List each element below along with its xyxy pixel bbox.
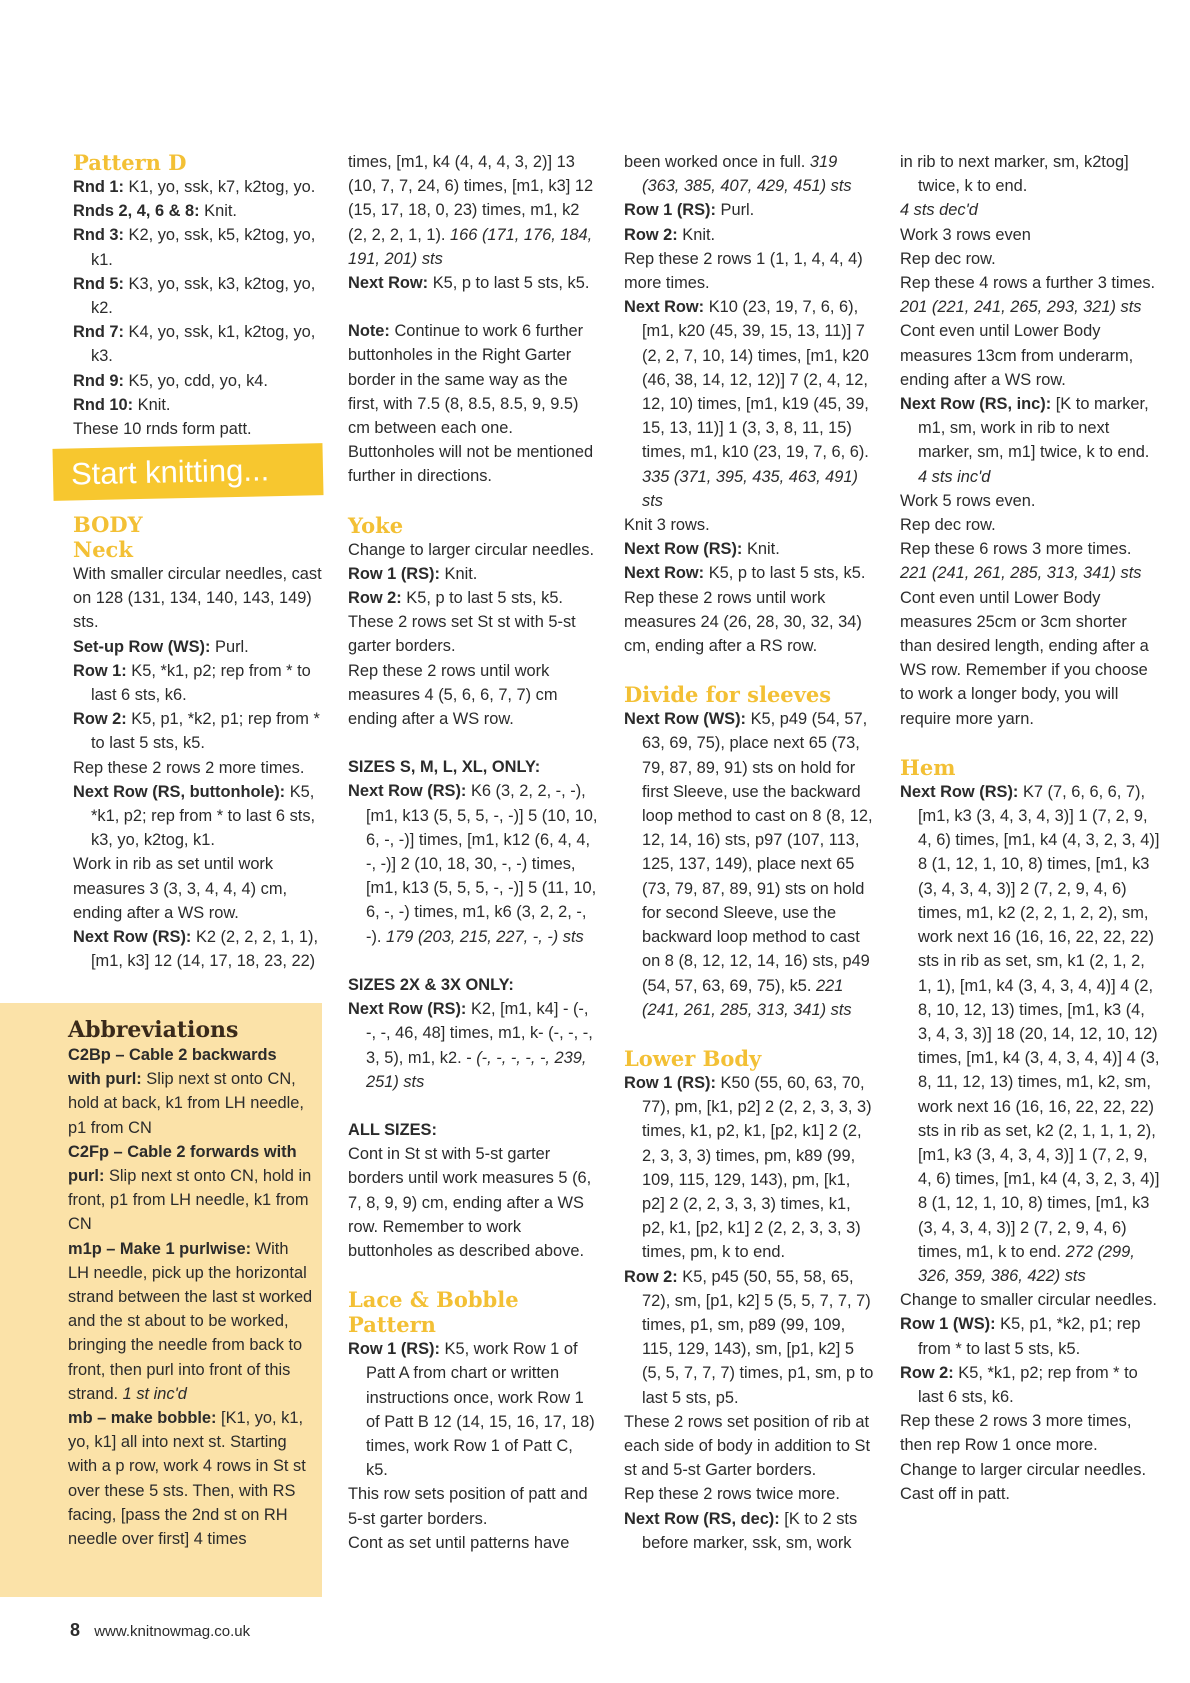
neck-instructions	[73, 562, 325, 973]
col2-top	[348, 150, 598, 295]
instruction-line	[624, 586, 874, 659]
row-label: Rnd 1:	[73, 178, 124, 196]
instruction-line	[73, 635, 325, 659]
row-label: Row 1 (RS):	[624, 201, 716, 220]
abbreviations-heading: Abbreviations	[68, 1017, 239, 1043]
instruction-line	[348, 586, 598, 610]
row-text: Continue to work 6 further buttonholes in the Right Garter border in the same way as the first, with 7.5 (8, 8.5, 8.5, 9, 9.5) cm between each one. Buttonholes will not be mentioned further in directions.	[348, 322, 594, 486]
column-1-abbreviations	[68, 1017, 313, 1551]
instruction-line	[900, 1409, 1162, 1457]
row-label: Row 1 (WS):	[900, 1315, 996, 1334]
instruction-line	[900, 223, 1162, 247]
row-text: Rep these 2 rows 2 more times.	[73, 758, 305, 777]
lower-body-instructions	[624, 1071, 874, 1555]
row-text: Cont even until Lower Body measures 13cm from underarm, ending after a WS row.	[900, 322, 1134, 389]
row-text: [K to marker, m1, sm, work in rib to next marker, sm, m1] twice, k to end.	[918, 395, 1150, 462]
row-text: Cont as set until patterns have	[348, 1533, 570, 1552]
row-label: Rnd 5:	[73, 274, 124, 293]
hem-heading: Hem	[900, 754, 956, 780]
instruction-line	[348, 538, 598, 562]
row-text: Slip next st onto CN, hold in front, p1 from LH needle, k1 from CN	[68, 1167, 312, 1234]
instruction-line	[348, 659, 598, 732]
row-text: K5, *k1, p2; rep from * to last 6 sts, k6.	[91, 661, 311, 705]
instruction-line	[68, 1043, 313, 1140]
column-2	[348, 150, 598, 1555]
row-text: Rep these 2 rows until work measures 24 (26, 28, 30, 32, 34) cm, ending after a RS row.	[624, 588, 862, 656]
row-text: Slip next st onto CN, hold at back, k1 from LH needle, p1 from CN	[68, 1070, 304, 1137]
row-text: Knit 3 rows.	[624, 516, 710, 535]
stitch-count: 272 (299, 326, 359, 386, 422) sts	[918, 1242, 1135, 1285]
row-text: These 10 rnds form patt.	[73, 420, 252, 439]
row-text: This row sets position of patt and 5-st garter borders.	[348, 1485, 588, 1528]
instruction-line	[624, 561, 874, 585]
row-text: K5, p49 (54, 57, 63, 69, 75), place next 65 (73, 79, 87, 89, 91) sts on hold for first Sleeve, use the backward loop method to cast on 8 (8, 12, 12, 14, 16) sts, p97 (107, 113, 125, 137, 149), place next 65 (73, 79, 87, 89, 91) sts on hold for second Sleeve, use the backward loop method to cast on 8 (8, 12, 12, 14, 16) sts, p49 (54, 57, 63, 69, 75), k5.	[642, 710, 873, 995]
stitch-count: 201 (221, 241, 265, 293, 321) sts	[900, 298, 1142, 317]
instruction-line	[73, 369, 325, 393]
instruction-line	[900, 586, 1162, 731]
row-label: Next Row (RS):	[348, 1000, 467, 1019]
instruction-line	[73, 272, 325, 320]
instruction-line	[624, 1265, 874, 1410]
row-text: These 2 rows set St st with 5-st garter borders.	[348, 613, 576, 656]
row-text: Cont even until Lower Body measures 25cm or 3cm shorter than desired length, ending after a WS row. Remember if you choose to work a longer body, you will require more yarn.	[900, 588, 1149, 728]
instruction-line	[900, 271, 1162, 319]
instruction-line	[68, 1140, 313, 1237]
row-label: Set-up Row (WS):	[73, 637, 211, 656]
row-label: Rnd 10:	[73, 395, 134, 414]
instruction-line	[900, 1458, 1162, 1482]
instruction-line	[73, 175, 325, 199]
row-label: Row 2:	[900, 1363, 954, 1382]
row-text: K5, work Row 1 of Patt A from chart or written instructions once, work Row 1 of Patt B 12 (14, 15, 16, 17, 18) times, work Row 1 of Patt C, k5.	[366, 1340, 595, 1480]
instruction-line	[900, 780, 1162, 1288]
row-text: Purl.	[210, 637, 249, 656]
column-3	[624, 150, 874, 1555]
instruction-line	[348, 779, 598, 948]
row-label: Next Row (RS):	[348, 782, 467, 801]
instruction-line	[900, 513, 1162, 537]
row-text: [K to 2 sts before marker, ssk, sm, work	[642, 1509, 858, 1552]
row-text: Cont in St st with 5-st garter borders until work measures 5 (6, 7, 8, 9, 9) cm, ending after a WS row. Remember to work buttonholes as described above.	[348, 1145, 592, 1260]
column-1-body	[73, 512, 325, 973]
row-text: K50 (55, 60, 63, 70, 77), pm, [k1, p2] 2 (2, 2, 3, 3, 3) times, k1, p2, k1, [p2, k1] 2 (2, 2, 3, 3, 3) times, pm, k89 (99, 109, 115, 129, 143), pm, [k1, p2] 2 (2, 2, 3, 3, 3) times, k1, p2, k1, [p2, k1] 2 (2, 2, 3, 3, 3) times, pm, k to end.	[642, 1073, 872, 1262]
column-1-top	[73, 150, 325, 441]
row-text: Change to larger circular needles.	[348, 540, 594, 559]
lace-bobble-heading: Lace & Bobble Pattern	[348, 1287, 519, 1338]
row-label: Next Row (RS, inc):	[900, 395, 1052, 414]
sizes2-instructions	[348, 997, 598, 1094]
row-label: Row 1 (RS):	[348, 1340, 440, 1359]
abbreviations-list	[68, 1043, 313, 1551]
instruction-line	[348, 997, 598, 1094]
row-label: Row 1 (RS):	[348, 564, 440, 583]
row-label: Rnd 7:	[73, 323, 124, 342]
lower-body-heading: Lower Body	[624, 1045, 762, 1071]
col4-top	[900, 150, 1162, 731]
stitch-count: 221 (241, 261, 285, 313, 341) sts	[900, 564, 1142, 583]
instruction-line	[624, 1410, 874, 1483]
instruction-line	[900, 1361, 1162, 1409]
row-text: Rep these 2 rows until work measures 4 (5, 6, 6, 7, 7) cm ending after a WS row.	[348, 661, 558, 729]
row-text: Change to smaller circular needles.	[900, 1291, 1157, 1310]
row-text: K5, p to last 5 sts, k5.	[704, 564, 866, 583]
row-text: K5, yo, cdd, yo, k4.	[124, 371, 268, 390]
instruction-line	[624, 198, 874, 222]
stitch-count: 1 st inc'd	[118, 1384, 187, 1403]
instruction-line	[348, 610, 598, 658]
instruction-line	[348, 1337, 598, 1482]
row-text: With LH needle, pick up the horizontal strand between the last st worked and the st about to be worked, bringing the needle from back to front, then purl into front of this strand.	[68, 1239, 313, 1403]
divide-instructions	[624, 707, 874, 1022]
website-url[interactable]: www.knitnowmag.co.uk	[94, 1623, 251, 1640]
banner-text: Start knitting...	[70, 452, 270, 492]
stitch-count: 221 (241, 261, 285, 313, 341) sts	[642, 976, 852, 1019]
stitch-count: 4 sts dec'd	[900, 201, 978, 220]
row-label: Next Row (RS):	[73, 928, 192, 947]
row-text: K5, p45 (50, 55, 58, 65, 72), sm, [p1, k2] 5 (5, 5, 7, 7, 7) times, p1, sm, p89 (99, 109, 115, 129, 143), sm, [p1, k2] 5 (5, 5, 7, 7, 7) times, p1, sm, p to last 5 sts, p5.	[642, 1267, 874, 1407]
row-label: Note:	[348, 322, 390, 341]
stitch-count: 319 (363, 385, 407, 429, 451) sts	[642, 153, 852, 196]
stitch-count: 179 (203, 215, 227, -, -) sts	[381, 927, 584, 946]
all-sizes-instructions	[348, 1142, 598, 1263]
instruction-line	[73, 417, 325, 441]
row-text: These 2 rows set position of rib at each side of body in addition to St st and 5-st Garter borders.	[624, 1412, 871, 1480]
row-text: Work 3 rows even	[900, 225, 1031, 244]
instruction-line	[624, 513, 874, 537]
row-label: Next Row (RS):	[900, 782, 1019, 801]
instruction-line	[900, 392, 1162, 489]
instruction-line	[900, 1312, 1162, 1360]
row-label: Row 2:	[624, 1267, 678, 1286]
yoke-heading: Yoke	[348, 512, 404, 538]
row-label: Row 1 (RS):	[624, 1073, 716, 1092]
instruction-line	[624, 1507, 874, 1555]
instruction-line	[624, 247, 874, 295]
row-label: Next Row:	[624, 564, 705, 583]
instruction-line	[348, 1142, 598, 1263]
row-text: Rep dec row.	[900, 249, 996, 268]
row-text: times, [m1, k4 (4, 4, 4, 3, 2)] 13 (10, 7, 7, 24, 6) times, [m1, k3] 12 (15, 17, 18, 0, 23) times, m1, k2 (2, 2, 2, 1, 1).	[348, 153, 594, 244]
row-text: Knit.	[133, 395, 171, 414]
row-label: C2Bp – Cable 2 backwards with purl:	[68, 1046, 277, 1089]
sizes2-heading: SIZES 2X & 3X ONLY:	[348, 975, 514, 994]
buttonhole-note	[348, 319, 598, 488]
row-label: m1p – Make 1 purlwise:	[68, 1239, 252, 1258]
row-text: Purl.	[715, 201, 755, 220]
row-text: K2, yo, ssk, k5, k2tog, yo, k1.	[91, 226, 316, 269]
page-footer	[70, 1620, 250, 1642]
all-sizes-heading: ALL SIZES:	[348, 1120, 437, 1139]
stitch-count: 335 (371, 395, 435, 463, 491) sts	[642, 467, 858, 510]
row-text: Knit.	[439, 564, 478, 583]
page-number: 8	[70, 1620, 81, 1640]
instruction-line	[73, 199, 325, 223]
row-text: K5, p to last 5 sts, k5.	[401, 589, 563, 608]
row-label: Row 2:	[624, 225, 678, 244]
row-label: mb – make bobble:	[68, 1409, 217, 1428]
instruction-line	[348, 319, 598, 488]
instruction-line	[900, 1482, 1162, 1506]
row-text: Rep these 6 rows 3 more times.	[900, 540, 1132, 559]
instruction-line	[348, 562, 598, 586]
row-text: K5, p to last 5 sts, k5.	[428, 274, 590, 293]
row-label: Rnd 9:	[73, 371, 124, 390]
row-label: Rnds 2, 4, 6 & 8:	[73, 202, 200, 221]
instruction-line	[624, 150, 874, 198]
instruction-line	[900, 198, 1162, 222]
instruction-line	[73, 852, 325, 925]
instruction-line	[73, 756, 325, 780]
row-label: Row 2:	[73, 710, 127, 729]
instruction-line	[900, 489, 1162, 513]
row-text: Change to larger circular needles.	[900, 1460, 1146, 1479]
row-text: in rib to next marker, sm, k2tog] twice, k to end.	[900, 153, 1129, 196]
row-text: Rep these 2 rows 1 (1, 1, 4, 4, 4) more times.	[624, 249, 863, 293]
row-text: K5, *k1, p2; rep from * to last 6 sts, k3, yo, k2tog, k1.	[91, 782, 316, 850]
row-label: Next Row (RS):	[624, 540, 743, 559]
row-label: Next Row (RS, dec):	[624, 1509, 780, 1528]
instruction-line	[624, 223, 874, 247]
instruction-line	[73, 780, 325, 853]
pattern-d-rows	[73, 175, 325, 441]
instruction-line	[624, 295, 874, 513]
row-text: K10 (23, 19, 7, 6, 6), [m1, k20 (45, 39, 15, 13, 11)] 7 (2, 2, 7, 10, 14) times, [m1, k20 (46, 38, 14, 12, 12)] 7 (2, 4, 12, 12, 10) times, [m1, k19 (45, 39, 15, 13, 11)] 1 (3, 3, 8, 11, 15) times, m1, k10 (23, 19, 7, 6, 6).	[642, 298, 869, 462]
instruction-line	[73, 320, 325, 368]
stitch-count: (-, -, -, -, -, 239, 251) sts	[366, 1048, 587, 1091]
instruction-line	[624, 707, 874, 1022]
row-text: K5, p1, *k2, p1; rep from * to last 5 sts, k5.	[91, 710, 320, 753]
row-text: K1, yo, ssk, k7, k2tog, yo.	[124, 178, 316, 196]
instruction-line	[73, 393, 325, 417]
instruction-line	[624, 1482, 874, 1506]
row-label: Row 1:	[73, 661, 127, 680]
instruction-line	[73, 707, 325, 755]
sizes1-heading: SIZES S, M, L, XL, ONLY:	[348, 758, 541, 777]
lace-instructions	[348, 1337, 598, 1555]
row-label: C2Fp – Cable 2 forwards with purl:	[68, 1142, 297, 1186]
instruction-line	[73, 925, 325, 973]
body-heading: BODY	[73, 512, 143, 537]
instruction-line	[68, 1237, 313, 1406]
instruction-line	[348, 1482, 598, 1530]
instruction-line	[348, 150, 598, 271]
row-text: K3, yo, ssk, k3, k2tog, yo, k2.	[91, 274, 316, 318]
row-text: Rep these 4 rows a further 3 times.	[900, 274, 1156, 293]
instruction-line	[348, 271, 598, 295]
row-label: Next Row (RS, buttonhole):	[73, 782, 286, 801]
row-label: Row 2:	[348, 589, 402, 608]
row-text: Knit.	[742, 540, 780, 559]
row-text: Rep these 2 rows twice more.	[624, 1485, 840, 1504]
instruction-line	[900, 150, 1162, 198]
row-text: K4, yo, ssk, k1, k2tog, yo, k3.	[91, 323, 316, 366]
instruction-line	[68, 1406, 313, 1551]
instruction-line	[624, 1071, 874, 1265]
hem-instructions	[900, 780, 1162, 1506]
row-text: Knit.	[199, 202, 237, 221]
row-text: K6 (3, 2, 2, -, -), [m1, k13 (5, 5, 5, -, -)] 5 (10, 10, 6, -, -)] times, [m1, k12 (6, 4, 4, -, -)] 2 (10, 18, 30, -, -) times, [m1, k13 (5, 5, 5, -, -)] 5 (11, 10, 6, -, -) times, m1, k6 (3, 2, 2, -, -).	[366, 782, 598, 946]
row-text: Rep dec row.	[900, 516, 996, 535]
col3-top	[624, 150, 874, 658]
instruction-line	[624, 537, 874, 561]
instruction-line	[900, 247, 1162, 271]
pattern-d-heading: Pattern D	[73, 150, 187, 175]
row-text: Work in rib as set until work measures 3 (3, 3, 4, 4, 4) cm, ending after a WS row.	[73, 855, 288, 922]
row-text: Knit.	[677, 225, 716, 244]
stitch-count: 4 sts inc'd	[918, 467, 991, 486]
row-text: With smaller circular needles, cast on 128 (131, 134, 140, 143, 149) sts.	[73, 565, 322, 632]
instruction-line	[900, 537, 1162, 585]
row-text: K5, p1, *k2, p1; rep from * to last 5 sts, k5.	[918, 1315, 1141, 1358]
row-text: K2 (2, 2, 2, 1, 1), [m1, k3] 12 (14, 17, 18, 23, 22)	[91, 928, 319, 971]
yoke-instructions	[348, 538, 598, 732]
instruction-line	[900, 319, 1162, 392]
instruction-line	[73, 562, 325, 635]
instruction-line	[73, 659, 325, 707]
row-label: Next Row:	[348, 274, 429, 293]
divide-sleeves-heading: Divide for sleeves	[624, 682, 832, 708]
instruction-line	[73, 223, 325, 271]
row-text: K2, [m1, k4] - (-, -, -, 46, 48] times, m1, k- (-, -, -, 3, 5), m1, k2. -	[366, 1000, 593, 1067]
start-knitting-banner	[52, 443, 323, 501]
stitch-count: 166 (171, 176, 184, 191, 201) sts	[348, 225, 593, 268]
row-text: Work 5 rows even.	[900, 491, 1036, 510]
instruction-line	[900, 1288, 1162, 1312]
neck-heading: Neck	[73, 537, 133, 562]
row-label: Next Row:	[624, 298, 705, 317]
column-4	[900, 150, 1162, 1506]
row-text: been worked once in full.	[624, 153, 806, 171]
row-text: K5, *k1, p2; rep from * to last 6 sts, k6.	[918, 1363, 1138, 1406]
row-text: [K1, yo, k1, yo, k1] all into next st. Starting with a p row, work 4 rows in St st over these 5 sts. Then, with RS facing, [pass the 2nd st on RH needle over first] 4 times	[68, 1409, 306, 1549]
instruction-line	[348, 1531, 598, 1555]
row-text: Rep these 2 rows 3 more times, then rep Row 1 once more.	[900, 1412, 1132, 1455]
row-label: Next Row (WS):	[624, 710, 747, 729]
row-text: Cast off in patt.	[900, 1484, 1010, 1503]
row-text: K7 (7, 6, 6, 6, 7), [m1, k3 (3, 4, 3, 4, 3)] 1 (7, 2, 9, 4, 6) times, [m1, k4 (4, 3, 2, 3, 4)] 8 (1, 12, 1, 10, 8) times, [m1, k3 (3, 4, 3, 4, 3)] 2 (7, 2, 9, 4, 6) times, m1, k2 (2, 2, 1, 2, 2), sm, work next 16 (16, 16, 22, 22, 22) sts in rib as set, sm, k1 (2, 1, 2, 1, 1), [m1, k4 (3, 4, 3, 4, 4)] 4 (2, 8, 10, 12, 13) times, [m1, k3 (4, 3, 4, 3, 3)] 18 (20, 14, 12, 10, 12) times, [m1, k4 (3, 4, 3, 4, 4)] 4 (3, 8, 11, 12, 13) times, m1, k2, sm, work next 16 (16, 16, 22, 22, 22) sts in rib as set, k2 (2, 1, 1, 1, 2), [m1, k3 (3, 4, 3, 4, 3)] 1 (7, 2, 9, 4, 6) times, [m1, k4 (4, 3, 2, 3, 4)] 8 (1, 12, 1, 10, 8) times, [m1, k3 (3, 4, 3, 4, 3)] 2 (7, 2, 9, 4, 6) times, m1, k to end.	[918, 782, 1160, 1261]
row-label: Rnd 3:	[73, 226, 124, 245]
sizes1-instructions	[348, 779, 598, 948]
